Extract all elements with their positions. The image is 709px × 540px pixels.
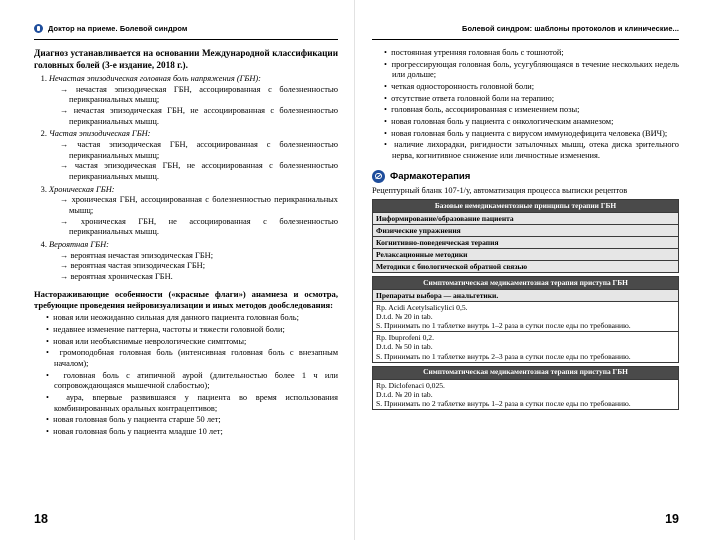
table-row — [373, 379, 679, 409]
red-flags-subhead: Настораживающие особенности («красные флаги») анамнеза и осмотра, требующие проведения нейровизуализации и иных методов дообследования: — [34, 288, 338, 310]
classification-title: Частая эпизодическая ГБН: — [49, 129, 151, 139]
table-row — [373, 332, 679, 362]
left-page — [0, 0, 354, 540]
list-item: → хроническая ГБН, не ассоциированная с болезненностью перикраниальных мышц. — [60, 217, 338, 238]
prescription-line: D.t.d. № 20 in tab. — [376, 312, 433, 322]
list-item: → частая эпизодическая ГБН, не ассоциированная с болезненностью перикраниальных мышц. — [60, 161, 338, 182]
symptomatic-therapy-table-1 — [372, 276, 679, 363]
pharmacotherapy-section-header — [372, 170, 679, 183]
list-item — [49, 129, 338, 182]
table-row — [373, 249, 679, 261]
pill-icon — [372, 170, 385, 183]
right-running-head-text: Болевой синдром: шаблоны протоколов и клинические... — [462, 24, 679, 33]
red-flags-list-continued — [372, 48, 679, 162]
prescription-line: S. Принимать по 1 таблетке внутрь 1–2 раза в сутки после еды по требованию. — [376, 321, 631, 331]
list-item: → вероятная частая эпизодическая ГБН; — [60, 261, 338, 272]
table-row — [373, 225, 679, 237]
list-item: • новая головная боль у пациента с онкологическим анамнезом; — [384, 117, 679, 128]
list-item: • наличие лихорадки, ригидности затылочных мышц, отека диска зрительного нерва, когнитивное снижение или личностные изменения. — [384, 140, 679, 161]
table-header-cell: Симптоматическая медикаментозная терапия приступа ГБН — [373, 277, 679, 290]
table-cell: Когнитивно-поведенческая терапия — [373, 237, 679, 249]
table-cell — [373, 302, 679, 332]
sublist — [49, 195, 338, 238]
table-cell — [373, 379, 679, 409]
right-head-rule — [372, 39, 679, 40]
list-item: • головная боль с атипичной аурой (длительностью более 1 ч или сопровождающаяся мышечной слабостью); — [46, 371, 338, 392]
table-cell: Релаксационные методики — [373, 249, 679, 261]
prescription-line: Rp. Ibuprofeni 0,2. — [376, 333, 434, 343]
left-running-head-text: Доктор на приеме. Болевой синдром — [48, 24, 188, 33]
list-item: → хроническая ГБН, ассоциированная с болезненностью перикраниальных мышц; — [60, 195, 338, 216]
classification-title: Вероятная ГБН: — [49, 240, 109, 250]
left-head-rule — [34, 39, 338, 40]
table-cell — [373, 332, 679, 362]
list-item — [49, 185, 338, 238]
prescription-line: Rp. Acidi Acetylsalicylici 0,5. — [376, 303, 468, 313]
right-page — [354, 0, 709, 540]
prescription-line: S. Принимать по 2 таблетке внутрь 1–2 раза в сутки после еды по требованию. — [376, 398, 631, 408]
book-logo-icon — [34, 24, 43, 33]
prescription-line: S. Принимать по 1 таблетке внутрь 2–3 раза в сутки после еды по требованию. — [376, 351, 631, 361]
left-running-head — [34, 24, 338, 33]
prescription-line: D.t.d. № 20 in tab. — [376, 389, 433, 399]
left-lead-paragraph: Диагноз устанавливается на основании Международной классификации головных болей (3-е издание, 2018 г.). — [34, 48, 338, 70]
table-row — [373, 237, 679, 249]
table-row — [373, 261, 679, 273]
list-item: → частая эпизодическая ГБН, ассоциированная с болезненностью перикраниальных мышц; — [60, 140, 338, 161]
list-item: • новая головная боль у пациента старше 50 лет; — [46, 415, 338, 426]
list-item: • постоянная утренняя головная боль с тошнотой; — [384, 48, 679, 59]
table-cell: Методики с биологической обратной связью — [373, 261, 679, 273]
list-item: • отсутствие ответа головной боли на терапию; — [384, 94, 679, 105]
list-item: • громоподобная головная боль (интенсивная головная боль с внезапным началом); — [46, 348, 338, 369]
classification-list — [34, 74, 338, 283]
list-item: • четкая односторонность головной боли; — [384, 82, 679, 93]
sublist — [49, 251, 338, 283]
classification-title: Нечастая эпизодическая головная боль напряжения (ГБН): — [49, 74, 261, 83]
sublist — [49, 140, 338, 183]
list-item: → нечастая эпизодическая ГБН, не ассоциированная с болезненностью перикраниальных мышц. — [60, 106, 338, 127]
list-item: → вероятная хроническая ГБН. — [60, 272, 338, 283]
prescription-note: Рецептурный бланк 107-1/у, автоматизация процесса выписки рецептов — [372, 185, 628, 195]
table-row — [373, 200, 679, 213]
list-item: → нечастая эпизодическая ГБН, ассоциированная с болезненностью перикраниальных мышц; — [60, 85, 338, 106]
table-cell: Препараты выбора — анальгетики. — [373, 290, 679, 302]
table-cell: Информирование/образование пациента — [373, 213, 679, 225]
list-item: • недавнее изменение паттерна, частоты и тяжести головной боли; — [46, 325, 338, 336]
classification-title: Хроническая ГБН: — [49, 184, 115, 194]
table-cell: Физические упражнения — [373, 225, 679, 237]
table-row — [373, 302, 679, 332]
list-item — [49, 74, 338, 127]
list-item: • новая или необъяснимые неврологические симптомы; — [46, 337, 338, 348]
list-item — [49, 240, 338, 283]
symptomatic-therapy-table-2 — [372, 366, 679, 410]
section-title: Фармакотерапия — [390, 170, 471, 182]
list-item: • новая головная боль у пациента младше 10 лет; — [46, 427, 338, 438]
spread-gutter — [354, 0, 355, 540]
table-header-cell: Базовые немедикаментозные принципы терапии ГБН — [373, 200, 679, 213]
list-item: • головная боль, ассоциированная с изменением позы; — [384, 105, 679, 116]
left-page-number: 18 — [34, 512, 48, 526]
non-drug-principles-table — [372, 199, 679, 273]
prescription-line: Rp. Diclofenaci 0,025. — [376, 380, 445, 390]
sublist — [49, 85, 338, 128]
table-header-cell: Симптоматическая медикаментозная терапия приступа ГБН — [373, 366, 679, 379]
list-item: • новая или неожиданно сильная для данного пациента головная боль; — [46, 313, 338, 324]
list-item: • новая головная боль у пациента с вирусом иммунодефицита человека (ВИЧ); — [384, 129, 679, 140]
list-item: • аура, впервые развившаяся у пациента во время использования комбинированных оральных контрацептивов; — [46, 393, 338, 414]
table-row — [373, 290, 679, 302]
red-flags-list — [34, 313, 338, 437]
right-page-number: 19 — [665, 512, 679, 526]
list-item: → вероятная нечастая эпизодическая ГБН; — [60, 251, 338, 262]
table-row — [373, 213, 679, 225]
list-item: • прогрессирующая головная боль, усугубляющаяся в течение нескольких недель или дольше; — [384, 60, 679, 81]
table-row — [373, 277, 679, 290]
prescription-line: D.t.d. № 50 in tab. — [376, 342, 433, 352]
table-row — [373, 366, 679, 379]
right-running-head — [372, 24, 679, 33]
